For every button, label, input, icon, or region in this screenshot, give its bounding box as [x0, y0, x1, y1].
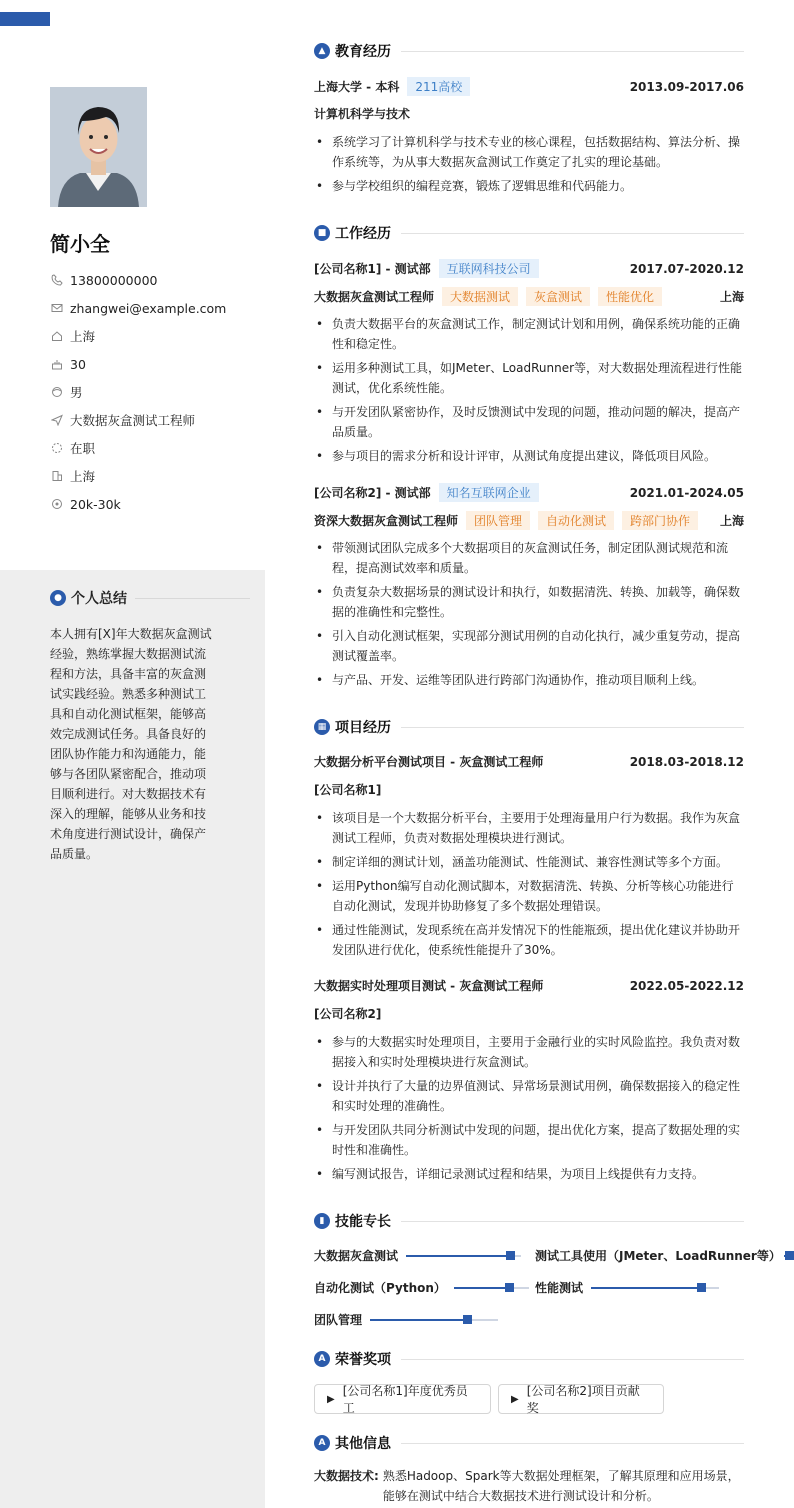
other-text: 熟悉Hadoop、Spark等大数据处理框架，了解其原理和应用场景，能够在测试中结合大数据技术进行测试设计和分析。 — [382, 1469, 740, 1503]
other-title: 其他信息 — [335, 1436, 391, 1452]
skill-bar-fill — [591, 1287, 706, 1289]
skill-name: 测试工具使用（JMeter、LoadRunner等） — [535, 1249, 781, 1263]
job-1-bullets — [314, 314, 744, 470]
award-icon: A — [314, 1351, 330, 1367]
summary-heading — [50, 588, 250, 608]
divider — [401, 1443, 744, 1444]
award-item — [314, 1384, 491, 1414]
list-item: • 设计并执行了大量的边界值测试、异常场景测试用例，确保数据接入的稳定性和实时处理的准确性。 — [314, 1076, 744, 1116]
job-tag: 团队管理 — [466, 511, 530, 530]
project-2-company — [314, 1005, 744, 1022]
list-item: • 与开发团队紧密协作，及时反馈测试中发现的问题，推动问题的解决，提高产品质量。 — [314, 402, 744, 442]
skill-bar — [370, 1319, 498, 1321]
major-row — [314, 105, 744, 122]
skill-item — [535, 1247, 794, 1264]
skills-heading — [314, 1211, 744, 1231]
skill-bar — [406, 1255, 521, 1257]
avatar-portrait-icon — [50, 87, 147, 207]
skill-bar-fill — [406, 1255, 515, 1257]
project-1-bullets — [314, 808, 744, 964]
job-2-bullets — [314, 538, 744, 694]
project-date: 2018.03-2018.12 — [629, 754, 744, 769]
skill-name: 大数据灰盒测试 — [314, 1249, 399, 1263]
education-title: 教育经历 — [335, 44, 391, 60]
user-icon: ● — [50, 590, 66, 606]
list-item: • 编写测试报告，详细记录测试过程和结果，为项目上线提供有力支持。 — [314, 1164, 744, 1184]
skill-bar-knob — [697, 1283, 706, 1292]
contact-info-list — [50, 266, 260, 518]
other-label: 大数据技术: — [314, 1469, 379, 1483]
school-tag: 211高校 — [407, 77, 470, 96]
skill-bar — [591, 1287, 719, 1289]
skill-bar-knob — [785, 1251, 794, 1260]
company-tag: 知名互联网企业 — [439, 483, 539, 502]
list-item: • 参与学校组织的编程竞赛，锻炼了逻辑思维和代码能力。 — [314, 176, 744, 196]
project-2-bullets — [314, 1032, 744, 1188]
play-triangle-icon: ▶ — [511, 1393, 519, 1405]
home-icon — [50, 329, 64, 343]
job-date: 2017.07-2020.12 — [629, 261, 744, 276]
briefcase-icon: ■ — [314, 225, 330, 241]
honors-heading — [314, 1349, 744, 1369]
info-text: 13800000000 — [70, 272, 158, 288]
info-text: zhangwei@example.com — [70, 300, 227, 316]
school-name: 上海大学 - 本科 — [314, 80, 400, 94]
list-item: • 制定详细的测试计划，涵盖功能测试、性能测试、兼容性测试等多个方面。 — [314, 852, 744, 872]
project-1-header — [314, 753, 744, 770]
job-1-role — [314, 287, 744, 306]
project-name: 大数据分析平台测试项目 - 灰盒测试工程师 — [314, 755, 544, 769]
project-date: 2022.05-2022.12 — [629, 978, 744, 993]
info-salary — [50, 490, 260, 518]
graduation-cap-icon: ▲ — [314, 43, 330, 59]
info-text: 上海 — [70, 469, 96, 484]
info-text: 男 — [70, 385, 83, 400]
skill-item — [535, 1279, 719, 1296]
list-item: • 与产品、开发、运维等团队进行跨部门沟通协作，推动项目顺利上线。 — [314, 670, 744, 690]
list-item: • 系统学习了计算机科学与技术专业的核心课程，包括数据结构、算法分析、操作系统等，为从事大数据灰盒测试工作奠定了扎实的理论基础。 — [314, 132, 744, 172]
job-tag: 灰盒测试 — [526, 287, 590, 306]
send-icon — [50, 413, 64, 427]
bar-chart-icon: ▮ — [314, 1213, 330, 1229]
list-item: • 该项目是一个大数据分析平台，主要用于处理海量用户行为数据。我作为灰盒测试工程师，负责对数据处理模块进行测试。 — [314, 808, 744, 848]
projects-title: 项目经历 — [335, 720, 391, 736]
education-heading — [314, 41, 744, 61]
divider — [401, 1359, 744, 1360]
skill-item — [314, 1311, 498, 1328]
award-text: [公司名称1]年度优秀员工 — [342, 1384, 468, 1415]
job-tag: 性能优化 — [598, 287, 662, 306]
list-item: • 带领测试团队完成多个大数据项目的灰盒测试任务，制定团队测试规范和流程，提高测试效率和质量。 — [314, 538, 744, 578]
building-icon — [50, 469, 64, 483]
skill-name: 自动化测试（Python） — [314, 1281, 446, 1295]
info-text: 大数据灰盒测试工程师 — [70, 413, 196, 428]
info-text: 上海 — [70, 329, 96, 344]
other-info — [314, 1466, 744, 1506]
info-circle-icon: A — [314, 1435, 330, 1451]
skill-name: 团队管理 — [314, 1313, 363, 1327]
info-phone — [50, 266, 260, 294]
job-city: 上海 — [719, 290, 744, 304]
divider — [401, 727, 744, 728]
other-heading — [314, 1433, 744, 1453]
project-name: 大数据实时处理项目测试 - 灰盒测试工程师 — [314, 979, 544, 993]
list-item: • 通过性能测试，发现系统在高并发情况下的性能瓶颈，提出优化建议并协助开发团队进行优化，使系统性能提升了30%。 — [314, 920, 744, 960]
list-item: • 参与的大数据实时处理项目，主要用于金融行业的实时风险监控。我负责对数据接入和实时处理模块进行灰盒测试。 — [314, 1032, 744, 1072]
projects-heading — [314, 717, 744, 737]
divider — [135, 598, 250, 599]
education-date: 2013.09-2017.06 — [629, 79, 744, 94]
skills-title: 技能专长 — [335, 1214, 391, 1230]
job-2-header — [314, 483, 744, 502]
info-gender — [50, 378, 260, 406]
job-city: 上海 — [719, 514, 744, 528]
job-company: [公司名称2] - 测试部 — [314, 486, 431, 500]
list-item: • 与开发团队共同分析测试中发现的问题，提出优化方案，提高了数据处理的实时性和准确性。 — [314, 1120, 744, 1160]
info-location — [50, 322, 260, 350]
job-1-header — [314, 259, 744, 278]
list-item: • 运用Python编写自动化测试脚本，对数据清洗、转换、分析等核心功能进行自动化测试，发现并协助修复了多个数据处理错误。 — [314, 876, 744, 916]
summary-text: 本人拥有[X]年大数据灰盒测试经验，熟练掌握大数据测试流程和方法，具备丰富的灰盒测试实践经验。熟悉多种测试工具和自动化测试框架，能够高效完成测试任务。具备良好的团队协作能力和沟通能力，能够与各团队紧密配合，推动项目顺利进行。对大数据技术有深入的理解，能够从业务和技术角度进行测试设计，确保产品质量。 — [50, 627, 212, 861]
phone-icon — [50, 273, 64, 287]
list-item: • 参与项目的需求分析和设计评审，从测试角度提出建议，降低项目风险。 — [314, 446, 744, 466]
info-text: 30 — [70, 356, 86, 372]
skill-bar-knob — [506, 1251, 515, 1260]
info-city — [50, 462, 260, 490]
job-role: 大数据灰盒测试工程师 — [314, 290, 435, 304]
info-text: 20k-30k — [70, 496, 121, 512]
job-tag: 自动化测试 — [538, 511, 614, 530]
info-email — [50, 294, 260, 322]
salary-icon — [50, 497, 64, 511]
job-role: 资深大数据灰盒测试工程师 — [314, 514, 459, 528]
award-item — [498, 1384, 664, 1414]
list-item: • 负责复杂大数据场景的测试设计和执行，如数据清洗、转换、加载等，确保数据的准确性和完整性。 — [314, 582, 744, 622]
job-tag: 跨部门协作 — [622, 511, 698, 530]
skill-bar-knob — [505, 1283, 514, 1292]
award-text: [公司名称2]项目贡献奖 — [526, 1384, 640, 1415]
info-status — [50, 434, 260, 462]
info-job-target — [50, 406, 260, 434]
job-tag: 大数据测试 — [442, 287, 518, 306]
project-company: [公司名称1] — [314, 783, 382, 797]
project-2-header — [314, 977, 744, 994]
skill-bar — [784, 1255, 794, 1257]
grid-icon: ▦ — [314, 719, 330, 735]
job-2-role — [314, 511, 744, 530]
list-item: • 负责大数据平台的灰盒测试工作，制定测试计划和用例，确保系统功能的正确性和稳定性。 — [314, 314, 744, 354]
divider — [401, 51, 744, 52]
honors-title: 荣誉奖项 — [335, 1352, 391, 1368]
age-icon — [50, 357, 64, 371]
project-company: [公司名称2] — [314, 1007, 382, 1021]
work-heading — [314, 223, 744, 243]
job-date: 2021.01-2024.05 — [629, 485, 744, 500]
work-title: 工作经历 — [335, 226, 391, 242]
email-icon — [50, 301, 64, 315]
divider — [401, 233, 744, 234]
list-item: • 引入自动化测试框架，实现部分测试用例的自动化执行，减少重复劳动，提高测试覆盖率。 — [314, 626, 744, 666]
info-age — [50, 350, 260, 378]
skill-item — [314, 1279, 529, 1296]
skill-bar — [454, 1287, 529, 1289]
project-1-company — [314, 781, 744, 798]
list-item: • 运用多种测试工具，如JMeter、LoadRunner等，对大数据处理流程进行性能测试，优化系统性能。 — [314, 358, 744, 398]
status-icon — [50, 441, 64, 455]
info-text: 在职 — [70, 441, 96, 456]
skill-bar-fill — [370, 1319, 472, 1321]
skill-item — [314, 1247, 521, 1264]
avatar — [50, 87, 147, 207]
accent-bar — [0, 12, 50, 26]
candidate-name: 简小全 — [50, 232, 110, 256]
gender-icon — [50, 385, 64, 399]
education-bullets — [314, 132, 744, 200]
major: 计算机科学与技术 — [314, 107, 411, 121]
education-row — [314, 77, 744, 96]
company-tag: 互联网科技公司 — [439, 259, 539, 278]
divider — [401, 1221, 744, 1222]
summary-title-text: 个人总结 — [71, 591, 127, 607]
job-company: [公司名称1] - 测试部 — [314, 262, 431, 276]
play-triangle-icon: ▶ — [327, 1393, 335, 1405]
skill-bar-knob — [463, 1315, 472, 1324]
skill-name: 性能测试 — [535, 1281, 584, 1295]
